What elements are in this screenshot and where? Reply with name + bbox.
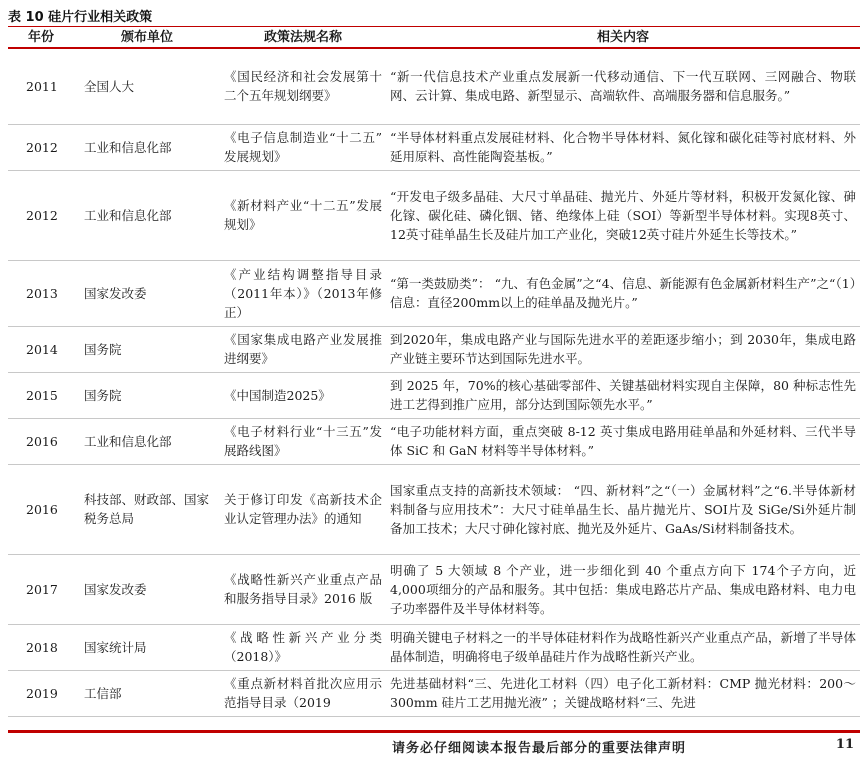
row-year: 2016	[8, 418, 74, 464]
row-content: “第一类鼓励类”： “九、有色金属”之“4、信息、新能源有色金属新材料生产”之“（1）信息：直径200mm以上的硅单晶及抛光片。”	[386, 260, 860, 326]
header-policy: 政策法规名称	[220, 28, 386, 48]
row-content: “开发电子级多晶硅、大尺寸单晶硅、抛光片、外延片等材料，积极开发氮化镓、砷化镓、碳化硅、磷化铟、锗、绝缘体上硅（SOI）等新型半导体材料。实现8英寸、12英寸硅单晶生长及硅片加工产业化，突破12英寸硅片外延生长等技术。”	[386, 170, 860, 260]
row-policy: 《战略性新兴产业分类（2018）》	[220, 624, 386, 670]
table-row	[8, 464, 860, 554]
header-issuer: 颁布单位	[74, 28, 220, 48]
table-header-row	[8, 28, 860, 48]
row-year: 2018	[8, 624, 74, 670]
page-number: 11	[835, 737, 854, 752]
row-year: 2017	[8, 554, 74, 624]
row-content: 到2020年，集成电路产业与国际先进水平的差距逐步缩小；到 2030年，集成电路产业链主要环节达到国际先进水平。	[386, 326, 860, 372]
row-policy: 关于修订印发《高新技术企业认定管理办法》的通知	[220, 464, 386, 554]
table-row	[8, 372, 860, 418]
row-issuer: 国家发改委	[74, 554, 220, 624]
table-row	[8, 418, 860, 464]
table-row	[8, 260, 860, 326]
table-caption: 表 10 硅片行业相关政策	[8, 10, 153, 25]
row-issuer: 工信部	[74, 670, 220, 716]
footer-rule	[8, 730, 860, 733]
row-issuer: 全国人大	[74, 48, 220, 124]
row-year: 2016	[8, 464, 74, 554]
row-year: 2014	[8, 326, 74, 372]
row-content: “新一代信息技术产业重点发展新一代移动通信、下一代互联网、三网融合、物联网、云计算、集成电路、新型显示、高端软件、高端服务器和信息服务。”	[386, 48, 860, 124]
row-issuer: 科技部、财政部、国家税务总局	[74, 464, 220, 554]
row-content: 到 2025 年，70%的核心基础零部件、关键基础材料实现自主保障，80 种标志性先进工艺得到推广应用，部分达到国际领先水平。”	[386, 372, 860, 418]
row-issuer: 工业和信息化部	[74, 170, 220, 260]
row-content: 明确关键电子材料之一的半导体硅材料作为战略性新兴产业重点产品，新增了半导体晶体制造，明确将电子级单晶硅片作为战略性新兴产业。	[386, 624, 860, 670]
row-year: 2013	[8, 260, 74, 326]
legal-disclaimer: 请务必仔细阅读本报告最后部分的重要法律声明	[392, 741, 687, 756]
row-year: 2019	[8, 670, 74, 716]
row-policy: 《新材料产业“十二五”发展规划》	[220, 170, 386, 260]
row-issuer: 工业和信息化部	[74, 418, 220, 464]
row-policy: 《战略性新兴产业重点产品和服务指导目录》2016 版	[220, 554, 386, 624]
row-content: 先进基础材料“三、先进化工材料（四）电子化工新材料：CMP 抛光材料：200～300mm 硅片工艺用抛光液” ；关键战略材料“三、先进	[386, 670, 860, 716]
table-row	[8, 124, 860, 170]
row-policy: 《重点新材料首批次应用示范指导目录（2019	[220, 670, 386, 716]
row-policy: 《国民经济和社会发展第十二个五年规划纲要》	[220, 48, 386, 124]
table-row	[8, 554, 860, 624]
row-policy: 《电子材料行业“十三五”发展路线图》	[220, 418, 386, 464]
row-policy: 《国家集成电路产业发展推进纲要》	[220, 326, 386, 372]
row-content: 国家重点支持的高新技术领域： “四、新材料”之“（一）金属材料”之“6.半导体新材料制备与应用技术”：大尺寸硅单晶生长、晶片抛光片、SOI片及 SiGe/Si外延片制备加工技术；大尺寸砷化镓衬底、抛光及外延片、GaAs/Si材料制备技术。	[386, 464, 860, 554]
row-year: 2011	[8, 48, 74, 124]
table-row	[8, 326, 860, 372]
caption-rule	[8, 26, 860, 27]
row-policy: 《产业结构调整指导目录（2011年本）》（2013年修正）	[220, 260, 386, 326]
row-content: 明确了 5 大领域 8 个产业，进一步细化到 40 个重点方向下 174个子方向，近 4,000项细分的产品和服务。其中包括：集成电路芯片产品、集成电路材料、电力电子功率器件及半导体材料等。	[386, 554, 860, 624]
table-row	[8, 48, 860, 124]
policy-table	[8, 28, 860, 717]
table-row	[8, 670, 860, 716]
row-issuer: 国家发改委	[74, 260, 220, 326]
row-issuer: 国务院	[74, 326, 220, 372]
row-year: 2012	[8, 170, 74, 260]
row-policy: 《电子信息制造业“十二五” 发展规划》	[220, 124, 386, 170]
row-content: “半导体材料重点发展硅材料、化合物半导体材料、氮化镓和碳化硅等衬底材料、外延用原料、高性能陶瓷基板。”	[386, 124, 860, 170]
table-row	[8, 170, 860, 260]
header-content: 相关内容	[386, 28, 860, 48]
table-row	[8, 624, 860, 670]
row-issuer: 国家统计局	[74, 624, 220, 670]
row-year: 2012	[8, 124, 74, 170]
row-issuer: 国务院	[74, 372, 220, 418]
row-policy: 《中国制造2025》	[220, 372, 386, 418]
row-content: “电子功能材料方面，重点突破 8-12 英寸集成电路用硅单晶和外延材料、三代半导体 SiC 和 GaN 材料等半导体材料。”	[386, 418, 860, 464]
row-year: 2015	[8, 372, 74, 418]
header-year: 年份	[8, 28, 74, 48]
row-issuer: 工业和信息化部	[74, 124, 220, 170]
